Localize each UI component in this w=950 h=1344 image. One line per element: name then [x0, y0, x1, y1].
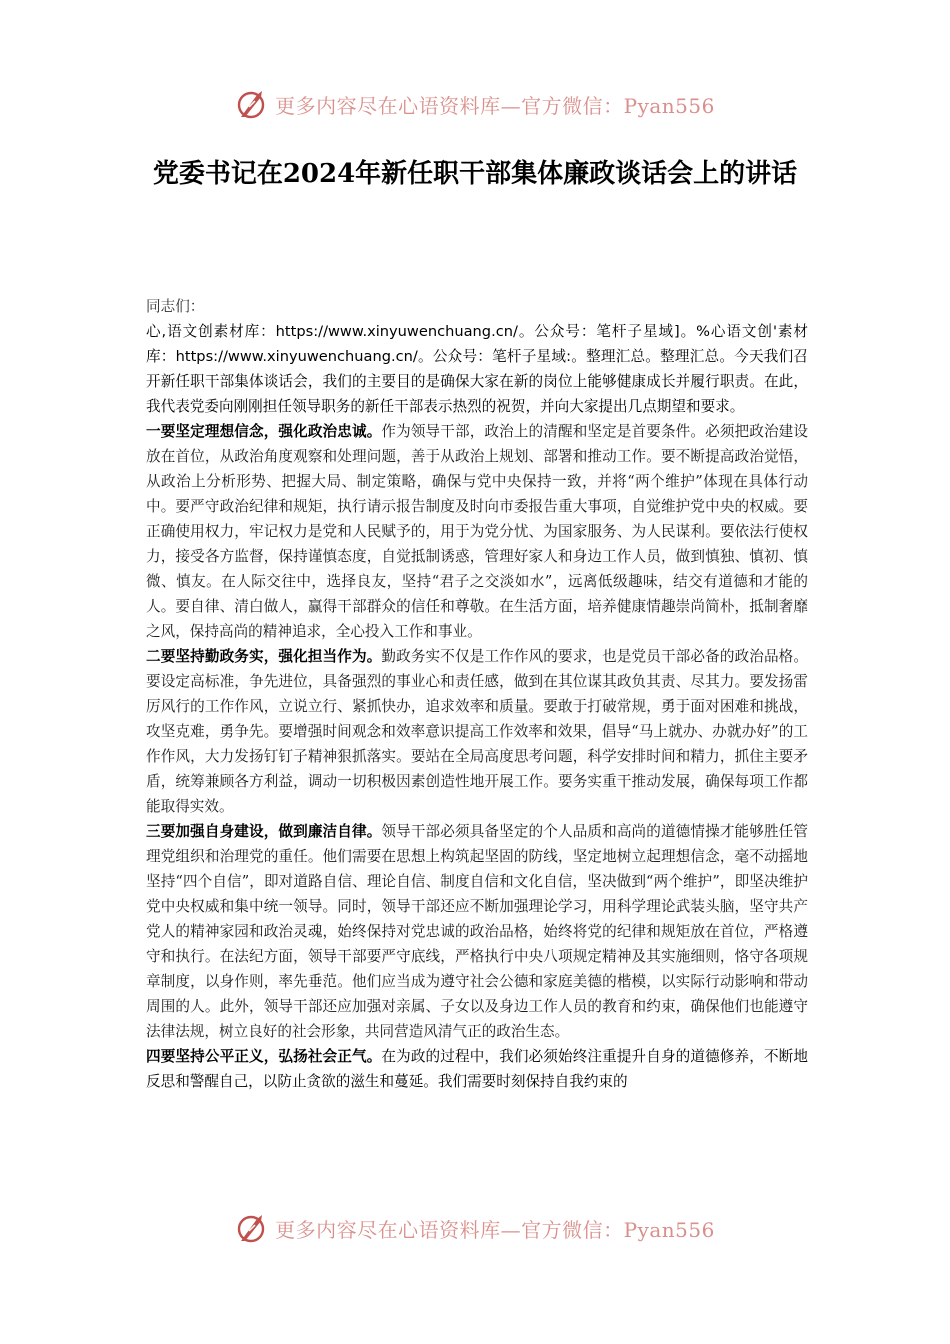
section-lead: 一要坚定理想信念，强化政治忠诚。 — [146, 423, 382, 440]
pen-circle-icon — [235, 1211, 269, 1245]
section-lead: 三要加强自身建设，做到廉洁自律。 — [146, 823, 382, 840]
header-banner — [0, 84, 950, 124]
section-text: 领导干部必须具备坚定的个人品质和高尚的道德情操才能够胜任管理党组织和治理党的重任。他们需要在思想上构筑起坚固的防线，坚定地树立起理想信念，毫不动摇地坚持“四个自信”，即对道路自信、理论自信、制度自信和文化自信，坚决做到“两个维护”，即坚决维护党中央权威和集中统一领导。同时，领导干部还应不断加强理论学习，用科学理论武装头脑，坚守共产党人的精神家园和政治灵魂，始终保持对党忠诚的政治品格，始终将党的纪律和规矩放在首位，严格遵守和执行。在法纪方面，领导干部要严守底线，严格执行中央八项规定精神及其实施细则，恪守各项规章制度，以身作则，率先垂范。他们应当成为遵守社会公德和家庭美德的楷模，以实际行动影响和带动周围的人。此外，领导干部还应加强对亲属、子女以及身边工作人员的教育和约束，确保他们也能遵守法律法规，树立良好的社会形象，共同营造风清气正的政治生态。 — [146, 823, 808, 1040]
section-paragraph-3 — [146, 819, 808, 1044]
intro-paragraph: 心,语文创素材库：https://www.xinyuwenchuang.cn/。公众号：笔杆子星域]。%心语文创'素材库：https://www.xinyuwenchuang.cn/。公众号：笔杆子星域:。整理汇总。整理汇总。今天我们召开新任职干部集体谈话会，我们的主要目的是确保大家在新的岗位上能够健康成长并履行职责。在此，我代表党委向刚刚担任领导职务的新任干部表示热烈的祝贺，并向大家提出几点期望和要求。 — [146, 323, 808, 415]
section-paragraph-2 — [146, 644, 808, 819]
section-paragraph-4 — [146, 1044, 808, 1094]
section-paragraph-1 — [146, 419, 808, 644]
section-text: 在为政的过程中，我们必须始终注重提升自身的道德修养，不断地反思和警醒自己，以防止贪欲的滋生和蔓延。我们需要时刻保持自我约束的 — [146, 1048, 808, 1090]
section-lead: 四要坚持公平正义，弘扬社会正气。 — [146, 1048, 382, 1065]
section-text: 勤政务实不仅是工作作风的要求，也是党员干部必备的政治品格。要设定高标准，争先进位，具备强烈的事业心和责任感，做到在其位谋其政负其责、尽其力。要发扬雷厉风行的工作作风，立说立行、紧抓快办，追求效率和质量。要敢于打破常规，勇于面对困难和挑战，攻坚克难，勇争先。要增强时间观念和效率意识提高工作效率和效果，倡导“马上就办、办就办好”的工作作风，大力发扬钉钉子精神狠抓落实。要站在全局高度思考问题，科学安排时间和精力，抓住主要矛盾，统筹兼顾各方利益，调动一切积极因素创造性地开展工作。要务实重干推动发展，确保每项工作都能取得实效。 — [146, 648, 808, 815]
section-text: 作为领导干部，政治上的清醒和坚定是首要条件。必须把政治建设放在首位，从政治角度观察和处理问题，善于从政治上规划、部署和推动工作。要不断提高政治觉悟，从政治上分析形势、把握大局、制定策略，确保与党中央保持一致，并将“两个维护”体现在具体行动中。要严守政治纪律和规矩，执行请示报告制度及时向市委报告重大事项，自觉维护党中央的权威。要正确使用权力，牢记权力是党和人民赋予的，用于为党分忧、为国家服务、为人民谋利。要依法行使权力，接受各方监督，保持谨慎态度，自觉抵制诱惑，管理好家人和身边工作人员，做到慎独、慎初、慎微、慎友。在人际交往中，选择良友，坚持“君子之交淡如水”，远离低级趣味，结交有道德和才能的人。要自律、清白做人，赢得干部群众的信任和尊敬。在生活方面，培养健康情趣崇尚简朴，抵制奢靡之风，保持高尚的精神追求，全心投入工作和事业。 — [146, 423, 808, 640]
salutation: 同志们： — [146, 298, 205, 315]
section-lead: 二要坚持勤政务实，强化担当作为。 — [146, 648, 382, 665]
document-body — [146, 294, 808, 1094]
document-title: 党委书记在2024年新任职干部集体廉政谈话会上的讲话 — [152, 159, 798, 189]
pen-circle-icon — [235, 87, 269, 121]
footer-banner — [0, 1208, 950, 1248]
banner-text: 更多内容尽在心语资料库—官方微信：Pyan556 — [275, 1217, 715, 1242]
banner-text: 更多内容尽在心语资料库—官方微信：Pyan556 — [275, 93, 715, 118]
